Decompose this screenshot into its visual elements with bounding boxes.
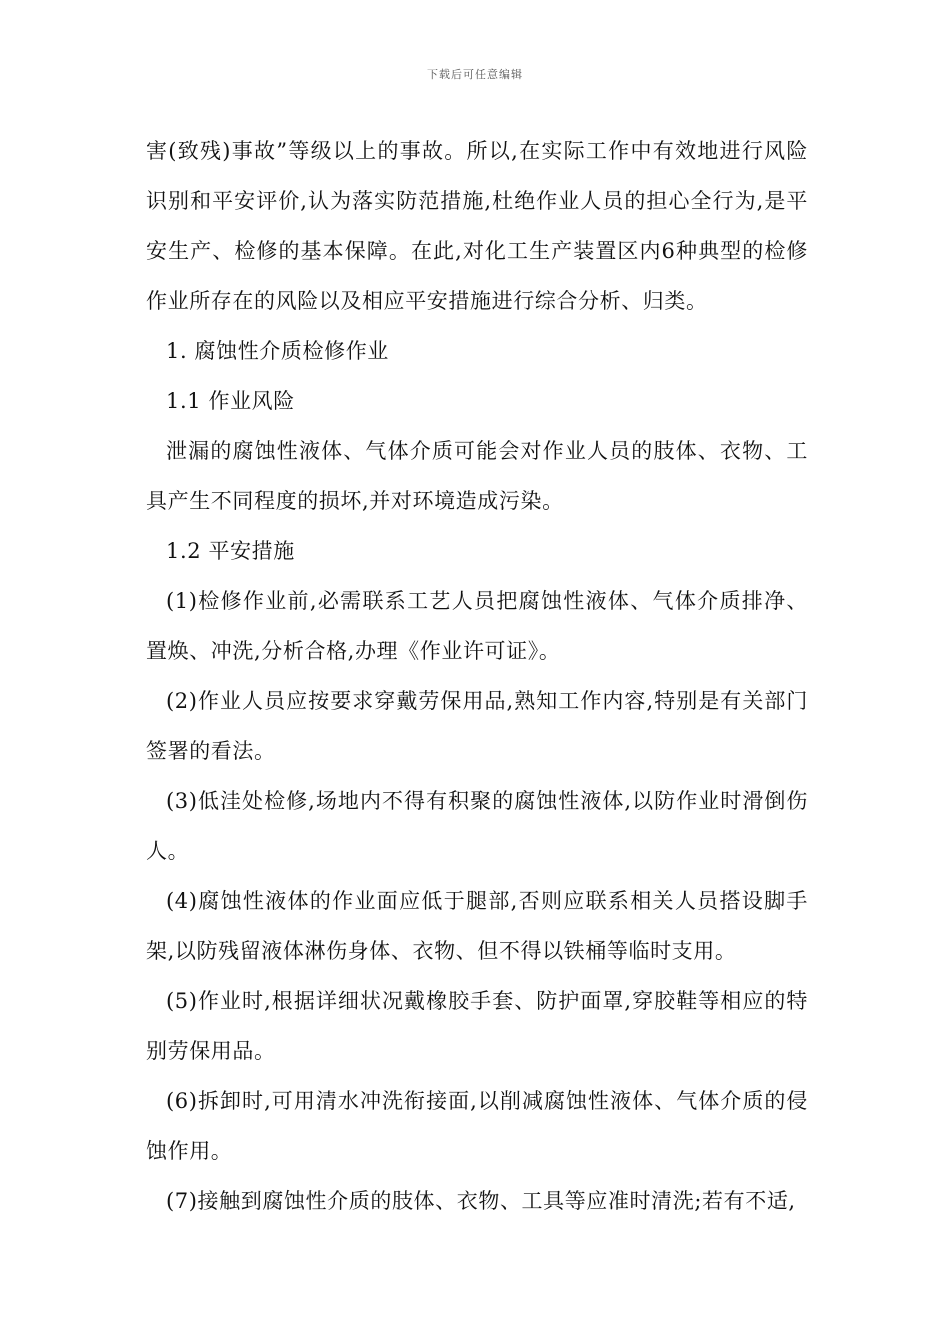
measure-item-3: (3)低洼处检修,场地内不得有积聚的腐蚀性液体,以防作业时滑倒伤人。 xyxy=(146,789,808,863)
measure-item-6: (6)拆卸时,可用清水冲洗衔接面,以削减腐蚀性液体、气体介质的侵蚀作用。 xyxy=(146,1089,808,1163)
document-body xyxy=(146,126,808,1226)
section-1-1-paragraph: 泄漏的腐蚀性液体、气体介质可能会对作业人员的肢体、衣物、工具产生不同程度的损坏,并对环境造成污染。 xyxy=(146,439,808,513)
section-1-2-heading: 1.2 平安措施 xyxy=(166,539,295,563)
section-1-heading: 1. 腐蚀性介质检修作业 xyxy=(166,339,389,363)
measure-item-4: (4)腐蚀性液体的作业面应低于腿部,否则应联系相关人员搭设脚手架,以防残留液体淋伤身体、衣物、但不得以铁桶等临时支用。 xyxy=(146,889,808,963)
section-1-1-heading: 1.1 作业风险 xyxy=(166,389,295,413)
measure-item-2: (2)作业人员应按要求穿戴劳保用品,熟知工作内容,特别是有关部门签署的看法。 xyxy=(146,689,808,763)
measure-item-5: (5)作业时,根据详细状况戴橡胶手套、防护面罩,穿胶鞋等相应的特别劳保用品。 xyxy=(146,989,808,1063)
page-header: 下载后可任意编辑 xyxy=(427,68,523,81)
measure-item-7: (7)接触到腐蚀性介质的肢体、衣物、工具等应准时清洗;若有不适, xyxy=(166,1189,796,1213)
measure-item-1: (1)检修作业前,必需联系工艺人员把腐蚀性液体、气体介质排净、置焕、冲洗,分析合格,办理《作业许可证》。 xyxy=(146,589,808,663)
intro-paragraph: 害(致残)事故”等级以上的事故。所以,在实际工作中有效地进行风险识别和平安评价,认为落实防范措施,杜绝作业人员的担心全行为,是平安生产、检修的基本保障。在此,对化工生产装置区内6种典型的检修作业所存在的风险以及相应平安措施进行综合分析、归类。 xyxy=(146,139,808,313)
